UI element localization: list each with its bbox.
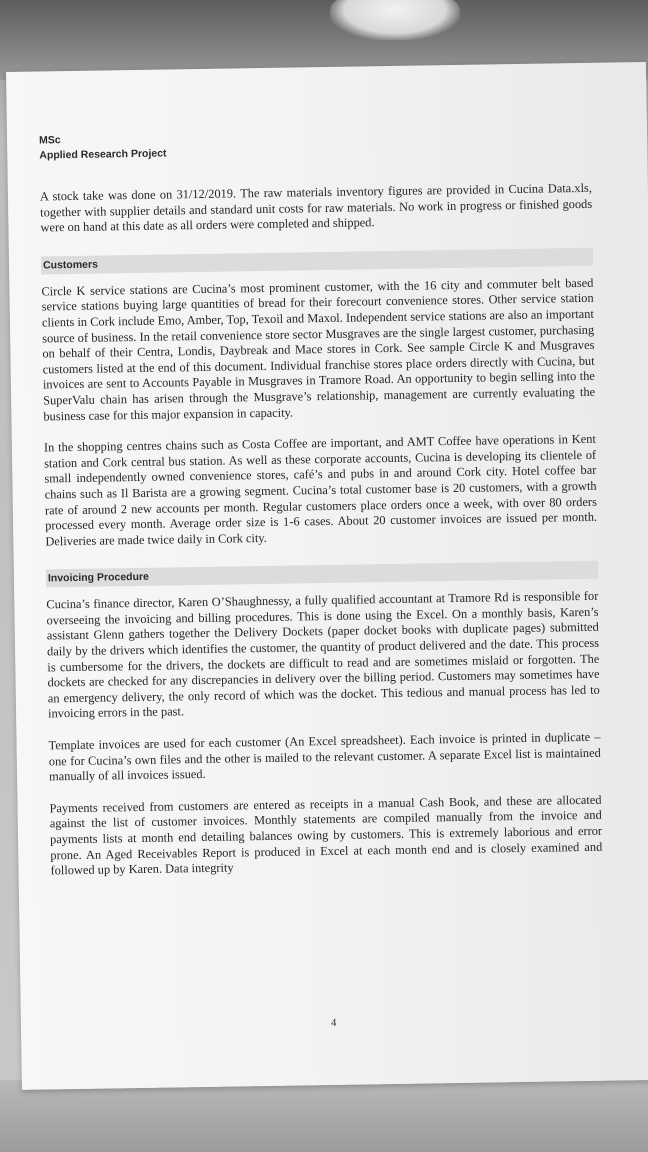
section-heading-customers: Customers — [41, 248, 593, 275]
background-object — [330, 0, 460, 40]
section-heading-invoicing: Invoicing Procedure — [46, 561, 598, 588]
customers-paragraph-1: Circle K service stations are Cucina’s most prominent customer, with the 16 city and commuter belt based service stations buying large quantities of bread for their forecourt convenience stores. Other service station clients in Cork include Emo, Amber, Top, Texoil and Maxol. Independent service stations are also an important source of business. In the retail convenience store sector Musgraves are the single largest customer, purchasing on behalf of their Centra, Londis, Daybreak and Mace stores in Cork. See sample Circle K and Musgraves customers listed at the end of this document. Individual franchise stores place orders directly with Cucina, but invoices are sent to Accounts Payable in Musgraves in Tramore Road. An opportunity to begin selling into the SuperValu chain has arisen through the Musgrave’s relationship, management are currently evaluating the business case for this major expansion in capacity. — [41, 275, 596, 423]
header-project-title: Applied Research Project — [39, 147, 167, 162]
document-page — [6, 62, 648, 1090]
page-number: 4 — [330, 1016, 337, 1030]
intro-paragraph: A stock take was done on 31/12/2019. The raw materials inventory figures are provided in Cucina Data.xls, together with supplier details and standard unit costs for raw materials. No work in progress or finished goods were on hand at this date as all orders were completed and shipped. — [39, 180, 593, 235]
customers-paragraph-2: In the shopping centres chains such as Costa Coffee are important, and AMT Coffee have operations in Kent station and Cork central bus station. As well as these corporate accounts, Cucina is developing its clientele of small independently owned convenience stores, café’s and pubs in and around Cork city. Hotel coffee bar chains such as Il Barista are a growing segment. Cucina’s total customer base is 20 customers, with a growth rate of around 2 new accounts per month. Regular customers place orders once a week, with over 80 orders processed every month. Average order size is 1-6 cases. About 20 customer invoices are issued per month. Deliveries are made twice daily in Cork city. — [43, 431, 598, 549]
invoicing-paragraph-1: Cucina’s finance director, Karen O’Shaughnessy, a fully qualified accountant at Tramore Rd is responsible for overseeing the invoicing and billing procedures. This is done using the Excel. On a monthly basis, Karen’s assistant Glenn gathers together the Delivery Dockets (paper docket books with duplicate pages) submitted daily by the drivers which identifies the customer, the quantity of product delivered and the date. This process is cumbersome for the drivers, the dockets are difficult to read and are sometimes mislaid or forgotten. The dockets are checked for any discrepancies in delivery over the billing period. Customers may sometimes have an emergency delivery, the only record of which was the docket. This tedious and manual process has led to invoicing errors in the past. — [46, 589, 600, 721]
background-bottom — [0, 1080, 648, 1152]
invoicing-paragraph-3: Payments received from customers are entered as receipts in a manual Cash Book, and these are allocated against the list of customer invoices. Monthly statements are compiled manually from the invoice and payments lists at month end detailing balances owing by customers. This is extremely laborious and error prone. An Aged Receivables Report is produced in Excel at each month end and is closely examined and followed up by Karen. Data integrity — [49, 792, 603, 878]
invoicing-paragraph-2: Template invoices are used for each customer (An Excel spreadsheet). Each invoice is printed in duplicate – one for Cucina’s own files and the other is mailed to the relevant customer. A separate Excel list is maintained manually of all invoices issued. — [48, 729, 601, 784]
page-content — [39, 125, 603, 879]
header-degree: MSc — [38, 134, 61, 147]
